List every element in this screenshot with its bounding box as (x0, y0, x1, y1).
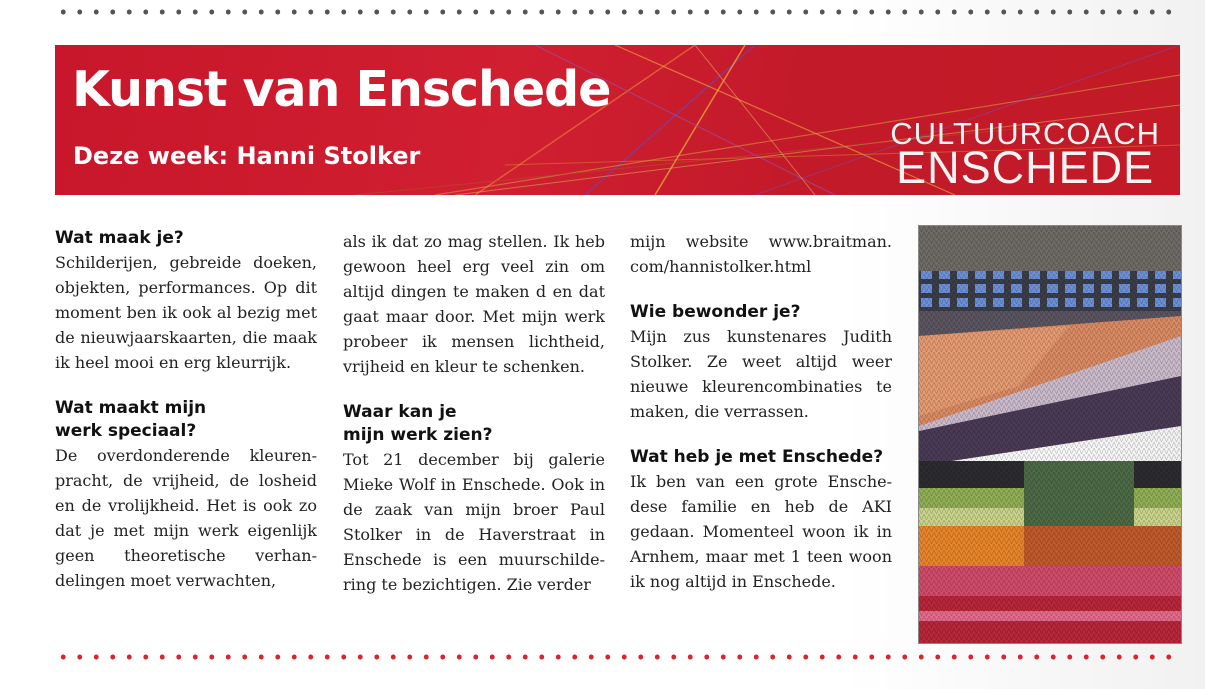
answer-paragraph: Tot 21 december bij galerie Mieke Wolf in Enschede. Ook in de zaak van mijn broer Paul Stolker in de Haverstraat in Enschede is een muurschildering te bezichtigen. Zie verder (343, 450, 605, 594)
answer-paragraph-continued: mijn website www.braitman. com/hannistolker.html (630, 232, 892, 276)
question-line: Wat maakt mijn (55, 398, 207, 418)
answer-paragraph-continued: als ik dat zo mag stellen. Ik heb gewoon heel erg veel zin om altijd dingen te maken d en dat gaat maar door. Met mijn werk probeer ik mensen lichtheid, vrijheid en kleur te schenken. (343, 232, 605, 376)
question-heading (343, 401, 605, 447)
question-heading: Wie bewonder je? (630, 302, 801, 322)
answer-paragraph: Ik ben van een grote Enschedese familie en heb de AKI gedaan. Momenteel woon ik in Arnhem, maar met 1 teen woon ik nog altijd in Enschede. (630, 472, 892, 591)
article-column-3 (630, 227, 892, 616)
page-subtitle: Deze week: Hanni Stolker (73, 142, 421, 170)
answer-paragraph: Schilderijen, gebreide doeken, objekten, performances. Op dit moment ben ik ook al bezig met de nieuwjaarskaarten, die maak ik heel mooi en erg kleurrijk. (55, 253, 317, 372)
question-line: werk speciaal? (55, 421, 197, 441)
logo-line-top: CULTUURCOACH (890, 116, 1160, 151)
answer-paragraph: De overdonderende kleurenpracht, de vrijheid, de losheid en de vrolijkheid. Het is ook zo dat je met mijn werk eigenlijk geen theoretische verhandelingen moet verwachten, (55, 446, 317, 590)
question-heading: Wat maak je? (55, 228, 184, 248)
knitted-artwork-photo (918, 225, 1182, 644)
question-line: Waar kan je (343, 402, 457, 422)
answer-paragraph: Mijn zus kunstenares Judith Stolker. Ze weet altijd weer nieuwe kleurencombinaties te maken, die verrassen. (630, 327, 892, 421)
header-banner (55, 45, 1180, 195)
top-dotted-divider (55, 9, 1180, 15)
article-column-1 (55, 227, 317, 615)
question-heading (55, 397, 317, 443)
question-heading: Wat heb je met Enschede? (630, 447, 884, 467)
artwork-image (919, 226, 1181, 643)
question-line: mijn werk zien? (343, 425, 493, 445)
cultuurcoach-logo (890, 116, 1160, 193)
page-title: Kunst van Enschede (72, 61, 611, 118)
bottom-dotted-divider (55, 654, 1180, 660)
logo-line-bottom: ENSCHEDE (896, 142, 1155, 193)
article-column-2 (343, 227, 605, 619)
